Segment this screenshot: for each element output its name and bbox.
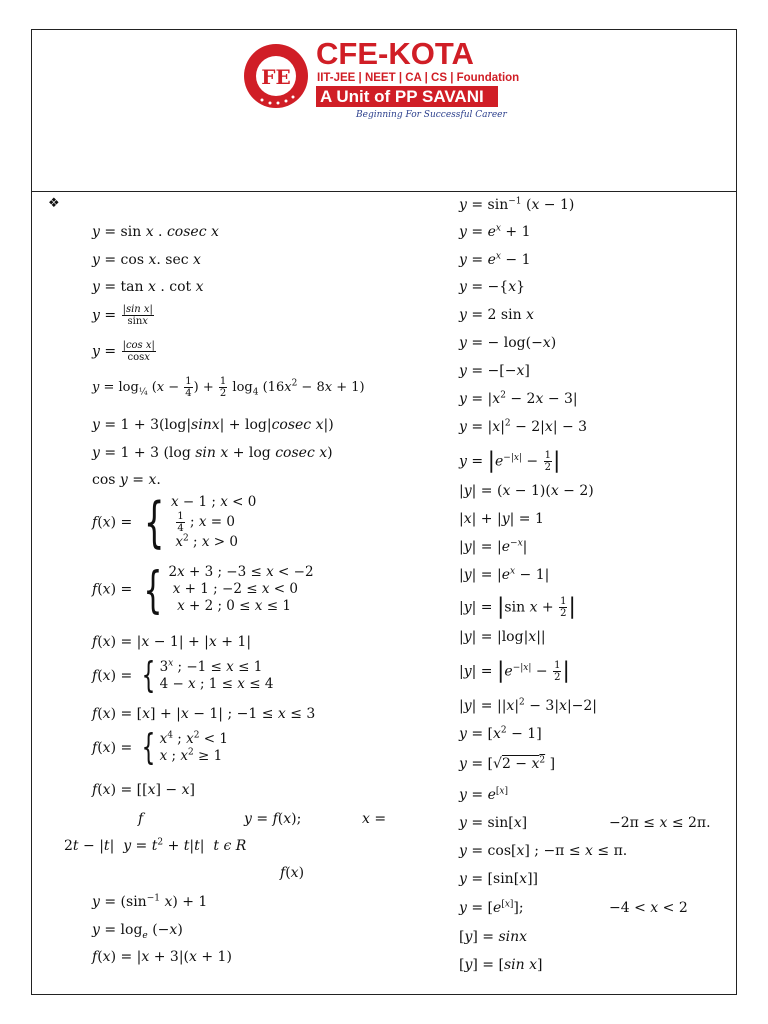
equation-left-11: f(x) = { 2x + 3 ; −3 ≤ x < −2 x + 1 ; −2 ≤ x < 0 x + 2 ; 0 ≤ x ≤ 1 — [92, 560, 314, 619]
equation-left-1: y = sin x . cosec x — [92, 224, 219, 240]
equation-left-22: f(x) = |x + 3|(x + 1) — [92, 949, 232, 965]
equation-right-16: |y| = |log|x|| — [459, 629, 546, 645]
equation-right-14: $|y| = |e^x - 1|$ — [459, 566, 550, 583]
equation-right-23: y = cos[x] ; −π ≤ x ≤ π. — [459, 843, 628, 859]
equation-left-16: f(x) = [[x] − x] — [92, 782, 195, 798]
equation-right-18: $|y| = ||x|^2 - 3|x|-2|$ — [459, 697, 598, 714]
equation-left-3: y = tan x . cot x — [92, 279, 204, 295]
equation-right-17: $|y| = |e^{-|x|}$ − $\frac{1}{2}$ | — [459, 658, 570, 684]
bullet-icon: ❖ — [48, 196, 60, 211]
seal-icon — [240, 38, 312, 110]
brand-block — [316, 36, 520, 124]
equation-left-15: f(x) = { $x^4$ ; $x^2 < 1$ x ; $x^2 \ge 1$ — [92, 727, 228, 768]
equation-right-8: $y = |x^2 - 2x - 3|$ — [459, 390, 578, 407]
equation-left-14: f(x) = [x] + |x − 1| ; −1 ≤ x ≤ 3 — [92, 706, 316, 722]
equation-left-6: $y = \log_{\frac{1}{4}} (x$ − $\frac{1}{4}$ ) + $\frac{1}{2}$ $\log_4 (16x^2 - 8x + 1)$ — [92, 376, 365, 399]
equation-left-9: cos y = x. — [92, 472, 161, 488]
equation-right-13: $|y| = |e^{-x}|$ — [459, 538, 528, 555]
equation-right-9: $y = |x|^2 - 2|x| - 3$ — [459, 418, 588, 435]
equation-left-20: $y = (\sin^{-1}$ x) + 1 — [92, 893, 208, 910]
equation-left-4: y = $\frac{\text{|sin x|}}{\sin x}$ — [92, 304, 153, 327]
equation-right-3: $y = e^x - 1$ — [459, 251, 531, 268]
equation-right-15: |y| = |sin x + $\frac{1}{2}$ | — [459, 594, 576, 620]
equation-right-21: y = e[x] — [459, 786, 508, 803]
equation-left-10: f(x) = { x − 1 ; x < 0 $\frac{1}{4}$ ; x = 0 $x^2$ ; x > 0 — [92, 490, 257, 554]
equation-right-5: y = 2 sin x — [459, 307, 534, 323]
brand-courses: IIT-JEE | NEET | CA | CS | Foundation — [317, 72, 520, 84]
brand-name: CFE-KOTA — [316, 36, 474, 71]
equation-right-25a: y = [e[x]]; — [459, 899, 524, 916]
equation-right-11: |y| = (x − 1)(x − 2) — [459, 483, 594, 499]
seal-initials: FE — [261, 65, 291, 89]
equation-left-8: y = 1 + 3 (log sin x + log cosec x) — [92, 445, 333, 461]
equation-right-6: y = − log(−x) — [459, 335, 557, 351]
equation-right-19: $y = [x^2 - 1]$ — [459, 725, 542, 742]
header — [32, 30, 736, 192]
equation-right-4: y = −{x} — [459, 279, 526, 295]
worksheet-frame — [31, 29, 737, 995]
equation-left-18: 2t − |t| $y = t^2 + t|t|$ t ϵ R — [64, 837, 247, 854]
equation-right-26: [y] = sinx — [459, 929, 528, 945]
equation-left-5: y = $\frac{\text{|cos x|}}{\cos x}$ — [92, 340, 155, 363]
equation-left-17c: x = — [362, 811, 387, 827]
equation-right-1: $y = \sin^{-1} (x - 1)$ — [459, 196, 575, 213]
cfe-kota-logo — [240, 36, 520, 124]
equation-left-7: y = 1 + 3(log|sinx| + log|cosec x|) — [92, 417, 334, 433]
equation-right-27: [y] = [sin x] — [459, 957, 543, 973]
equation-right-22b: −2π ≤ x ≤ 2π. — [609, 815, 711, 831]
equation-right-10: $y = |e^{-|x|}$ − $\frac{1}{2}$ | — [459, 448, 561, 474]
equation-left-17a: f — [138, 811, 144, 827]
equation-left-13: f(x) = { 3$^x$ ; −1 ≤ x ≤ 1 4 − x ; 1 ≤ x ≤ 4 — [92, 655, 274, 696]
equation-left-19: f(x) — [280, 865, 305, 881]
equation-right-20: $y = [√2 - x^2$ ] — [459, 755, 556, 772]
equation-left-12: f(x) = |x − 1| + |x + 1| — [92, 634, 252, 650]
brand-unit: A Unit of PP SAVANI — [316, 86, 498, 107]
brand-tagline: Beginning For Successful Career — [356, 110, 507, 120]
equation-right-12: |x| + |y| = 1 — [459, 511, 544, 527]
equation-right-22a: y = sin[x] — [459, 815, 528, 831]
equation-right-24: y = [sin[x]] — [459, 871, 538, 887]
equation-left-2: y = cos x. sec x — [92, 252, 201, 268]
equation-right-25b: −4 < x < 2 — [609, 900, 688, 916]
equation-left-17b: y = f(x); — [244, 811, 302, 827]
equation-right-2: $y = e^x + 1$ — [459, 223, 531, 240]
equation-left-21: $y = \log_e (-x)$ — [92, 922, 183, 941]
equation-right-7: y = −[−x] — [459, 363, 530, 379]
